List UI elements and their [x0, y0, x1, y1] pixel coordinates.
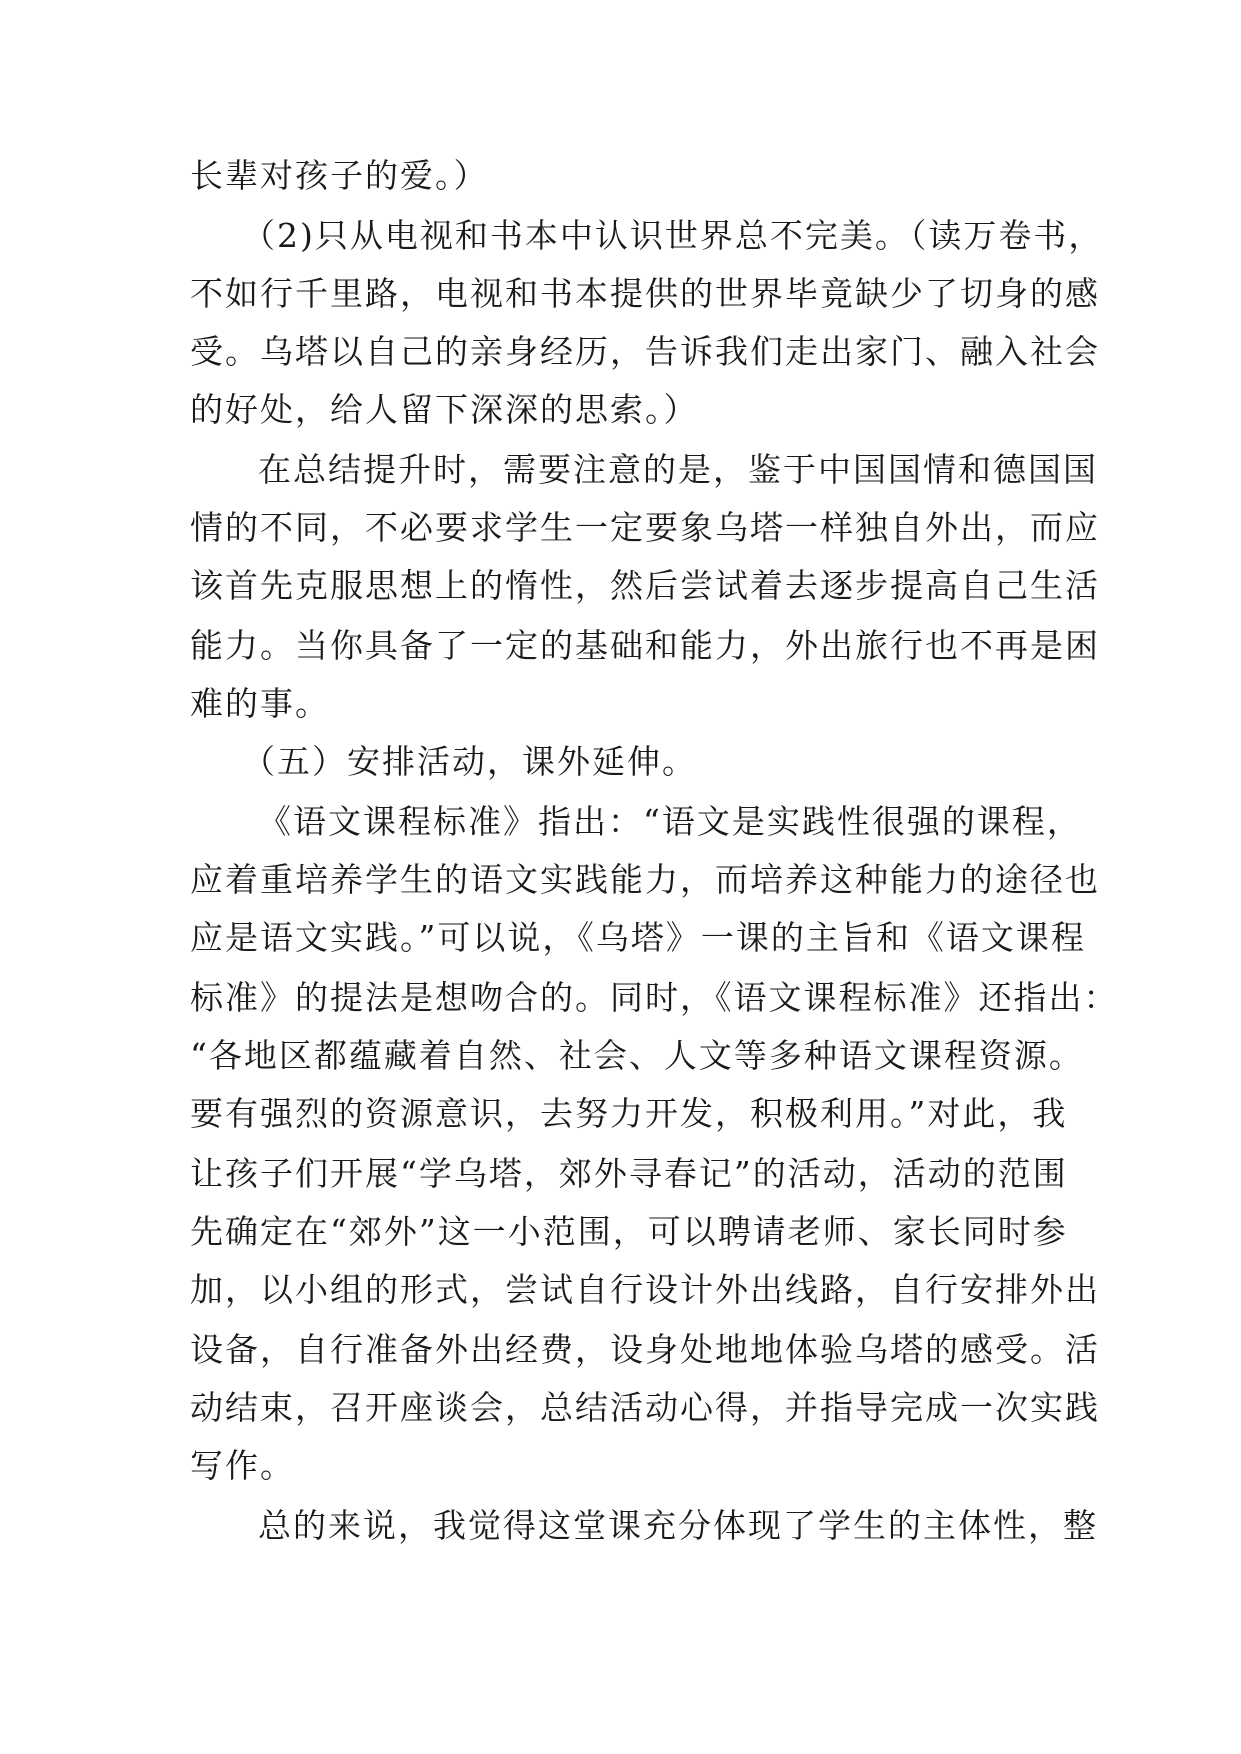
text-line: 加，以小组的形式，尝试自行设计外出线路，自行安排外出: [190, 1270, 1100, 1309]
text-line: 情的不同，不必要求学生一定要象乌塔一样独自外出，而应: [190, 508, 1100, 547]
text-line: （2)只从电视和书本中认识世界总不完美。（读万卷书，: [242, 216, 1104, 255]
text-line: 先确定在“郊外”这一小范围，可以聘请老师、家长同时参: [190, 1212, 1068, 1251]
text-line: 应是语文实践。”可以说，《乌塔》一课的主旨和《语文课程: [190, 918, 1086, 957]
text-line: 让孩子们开展“学乌塔，郊外寻春记”的活动，活动的范围: [190, 1154, 1068, 1193]
text-line: 总的来说，我觉得这堂课充分体现了学生的主体性，整: [258, 1506, 1098, 1545]
text-line: 长辈对孩子的爱。）: [190, 156, 489, 195]
text-line: 的好处，给人留下深深的思索。）: [190, 390, 699, 429]
text-line: 动结束，召开座谈会，总结活动心得，并指导完成一次实践: [190, 1388, 1100, 1427]
text-line: 《语文课程标准》指出：“语文是实践性很强的课程，: [258, 802, 1082, 841]
text-line: 标准》的提法是想吻合的。同时，《语文课程标准》还指出：: [190, 978, 1119, 1017]
text-line: 在总结提升时，需要注意的是，鉴于中国国情和德国国: [258, 450, 1098, 489]
text-line: 设备，自行准备外出经费，设身处地地体验乌塔的感受。活: [190, 1330, 1100, 1369]
text-line: 要有强烈的资源意识，去努力开发，积极利用。”对此，我: [190, 1094, 1068, 1133]
text-line: 应着重培养学生的语文实践能力，而培养这种能力的途径也: [190, 860, 1100, 899]
text-line: 能力。当你具备了一定的基础和能力，外出旅行也不再是困: [190, 626, 1100, 665]
text-line: 该首先克服思想上的惰性，然后尝试着去逐步提高自己生活: [190, 566, 1100, 605]
section-heading: （五）安排活动，课外延伸。: [242, 742, 697, 781]
text-line: 受。乌塔以自己的亲身经历，告诉我们走出家门、融入社会: [190, 332, 1100, 371]
text-line: 写作。: [190, 1446, 295, 1485]
text-line: 不如行千里路，电视和书本提供的世界毕竟缺少了切身的感: [190, 274, 1100, 313]
text-line: 难的事。: [190, 684, 330, 723]
text-line: “各地区都蕴藏着自然、社会、人文等多种语文课程资源。: [190, 1036, 1084, 1075]
